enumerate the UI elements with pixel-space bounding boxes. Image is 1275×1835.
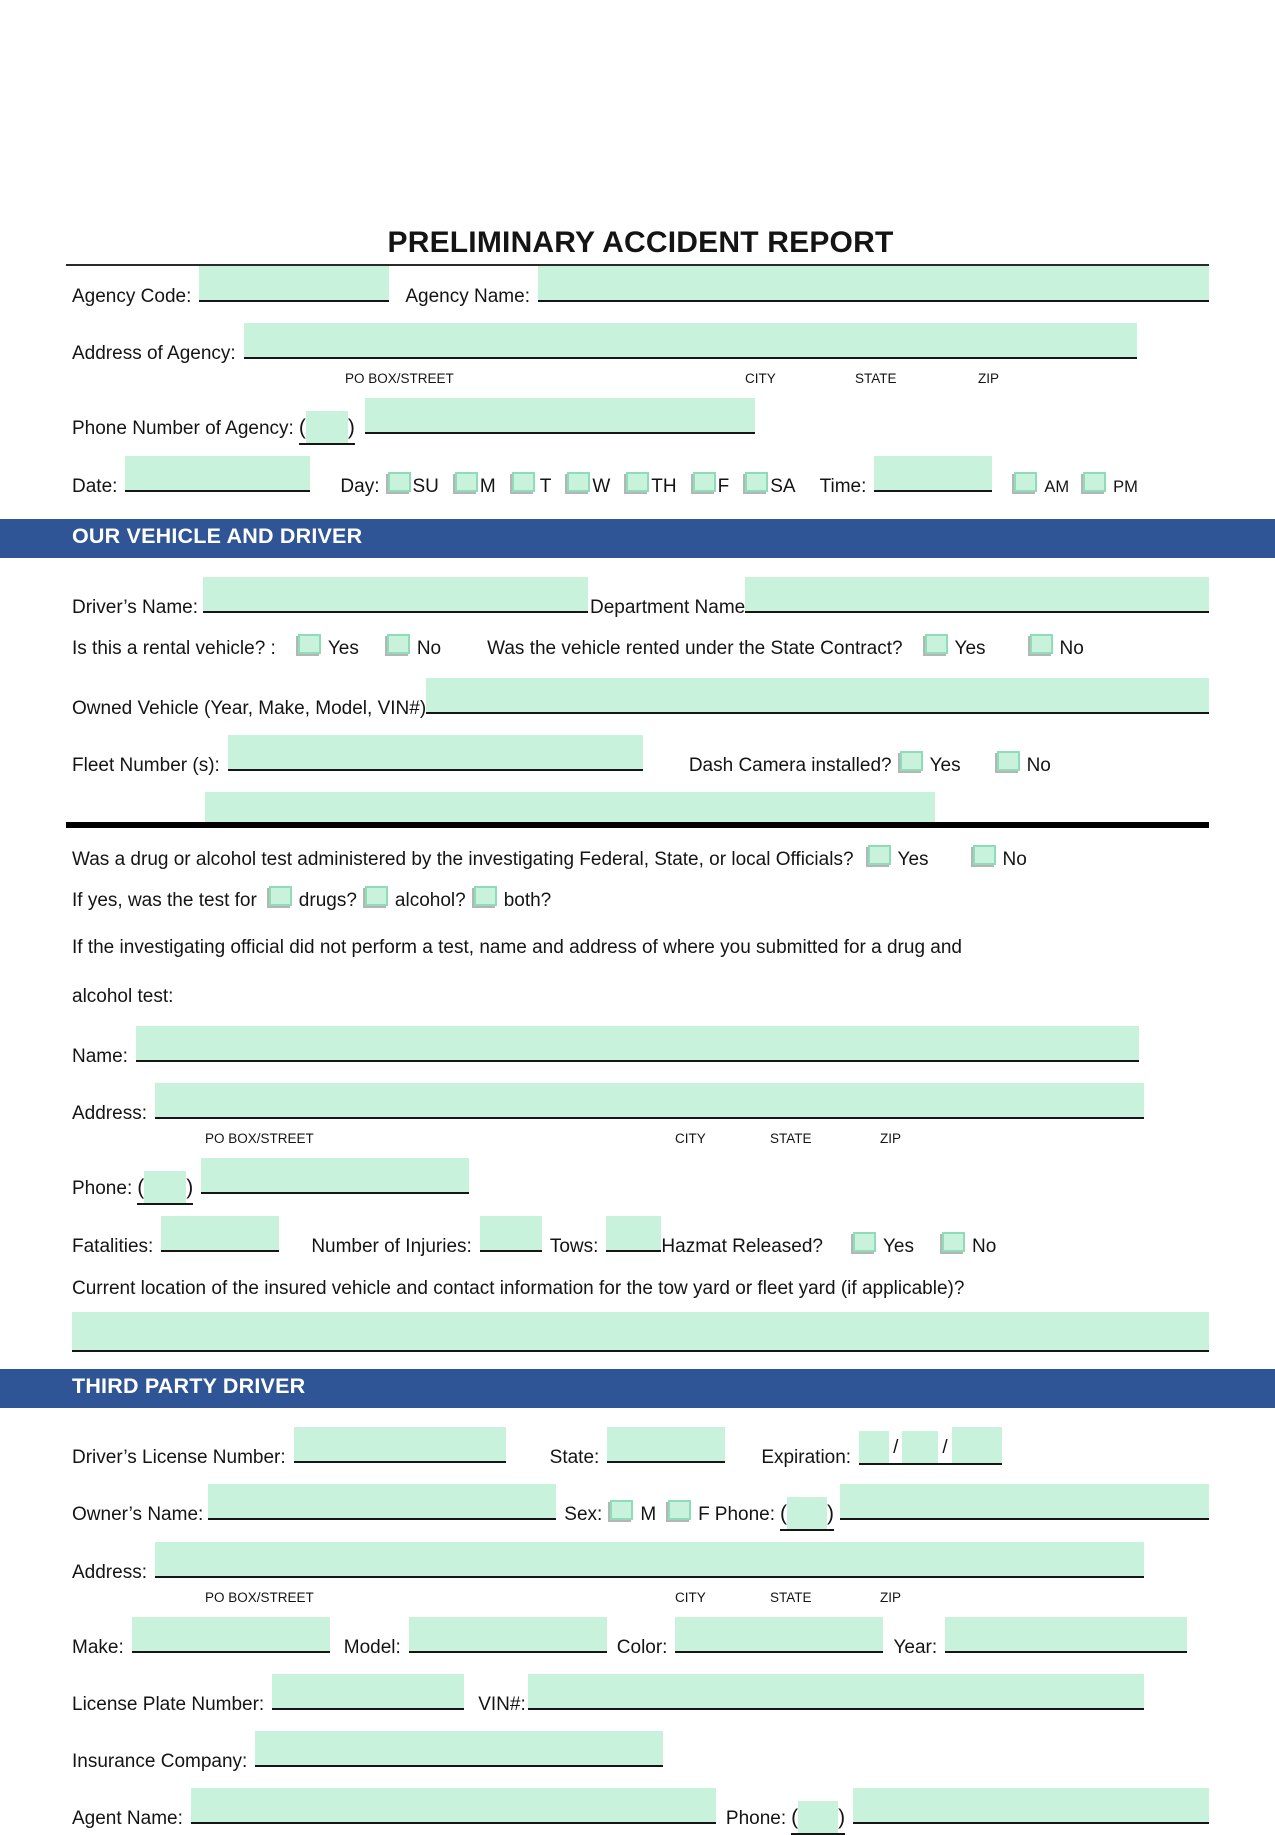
- fleet-number-field[interactable]: [228, 735, 643, 771]
- extra-highlight-field[interactable]: [205, 792, 935, 822]
- test-site-phone-label: Phone:: [72, 1178, 133, 1199]
- day-sa-checkbox[interactable]: [745, 472, 768, 492]
- agency-phone-field[interactable]: [365, 398, 755, 434]
- state-sublabel: STATE: [855, 371, 897, 386]
- expiration-month-field[interactable]: [859, 1431, 889, 1463]
- third-party-address-field[interactable]: [155, 1542, 1144, 1578]
- hazmat-no-label: No: [972, 1236, 997, 1257]
- agency-phone-area-group: [299, 411, 355, 445]
- model-label: Model:: [343, 1637, 401, 1658]
- expiration-day-field[interactable]: [902, 1431, 938, 1463]
- dash-camera-yes-label: Yes: [929, 755, 961, 776]
- rental-yes-checkbox[interactable]: [298, 634, 321, 654]
- owner-phone-area-field[interactable]: [787, 1497, 827, 1529]
- open-paren: (: [780, 1502, 787, 1525]
- expiration-year-field[interactable]: [952, 1427, 1002, 1463]
- owner-name-field[interactable]: [208, 1484, 556, 1520]
- page-title: PRELIMINARY ACCIDENT REPORT: [387, 226, 894, 259]
- vin-label: VIN#:: [478, 1694, 526, 1715]
- day-t-checkbox[interactable]: [512, 472, 535, 492]
- agency-name-field[interactable]: [538, 266, 1209, 302]
- state-contract-yes-checkbox[interactable]: [925, 634, 948, 654]
- agent-name-field[interactable]: [191, 1788, 716, 1824]
- state-contract-no-label: No: [1059, 638, 1084, 659]
- rental-question-label: Is this a rental vehicle? :: [72, 638, 276, 659]
- no-test-text-line2: alcohol test:: [72, 986, 174, 1007]
- model-field[interactable]: [409, 1617, 607, 1653]
- agent-phone-area-field[interactable]: [798, 1801, 838, 1833]
- make-field[interactable]: [132, 1617, 330, 1653]
- plate-number-label: License Plate Number:: [72, 1694, 265, 1715]
- agency-phone-label: Phone Number of Agency:: [72, 418, 294, 439]
- agency-code-label: Agency Code:: [72, 286, 192, 307]
- department-name-field[interactable]: [745, 577, 1209, 613]
- agency-address-label: Address of Agency:: [72, 343, 236, 364]
- day-su-checkbox[interactable]: [388, 472, 411, 492]
- no-test-text-line1: If the investigating official did not perform a test, name and address of where you submitted for a drug and: [72, 937, 962, 958]
- state-contract-yes-label: Yes: [954, 638, 986, 659]
- tows-label: Tows:: [549, 1236, 599, 1257]
- driver-name-label: Driver’s Name:: [72, 597, 198, 618]
- day-m-label: M: [479, 476, 496, 497]
- owned-vehicle-field[interactable]: [426, 678, 1209, 714]
- city-sublabel: CITY: [675, 1590, 706, 1605]
- dash-camera-question-label: Dash Camera installed?: [688, 755, 892, 776]
- drug-test-question-label: Was a drug or alcohol test administered by the investigating Federal, State, or local Officials?: [72, 849, 854, 870]
- date-label: Date:: [72, 476, 118, 497]
- zip-sublabel: ZIP: [880, 1131, 902, 1146]
- state-contract-question-label: Was the vehicle rented under the State Contract?: [487, 638, 903, 659]
- rental-yes-label: Yes: [327, 638, 359, 659]
- day-w-label: W: [592, 476, 611, 497]
- tows-field[interactable]: [606, 1216, 661, 1252]
- injuries-field[interactable]: [480, 1216, 542, 1252]
- license-state-label: State:: [549, 1447, 600, 1468]
- rental-no-label: No: [416, 638, 442, 659]
- zip-sublabel: ZIP: [880, 1590, 902, 1605]
- agency-name-label: Agency Name:: [405, 286, 530, 307]
- dash-camera-no-checkbox[interactable]: [997, 751, 1020, 771]
- test-alcohol-checkbox[interactable]: [365, 886, 388, 906]
- day-th-label: TH: [651, 476, 677, 497]
- agency-phone-area-field[interactable]: [306, 411, 348, 443]
- color-label: Color:: [616, 1637, 668, 1658]
- agency-address-field[interactable]: [244, 323, 1137, 359]
- slash: /: [893, 1437, 899, 1458]
- agency-code-field[interactable]: [199, 266, 389, 302]
- pm-label: PM: [1113, 478, 1138, 496]
- test-drugs-label: drugs?: [298, 890, 357, 911]
- close-paren: ): [827, 1502, 834, 1525]
- owner-name-label: Owner’s Name:: [72, 1504, 204, 1525]
- close-paren: ): [186, 1176, 194, 1199]
- tow-location-question-label: Current location of the insured vehicle and contact information for the tow yard or fleet yard (if applicable)?: [72, 1278, 965, 1299]
- agent-phone-field[interactable]: [853, 1788, 1209, 1824]
- test-site-address-field[interactable]: [155, 1083, 1144, 1119]
- test-site-phone-field[interactable]: [201, 1158, 469, 1194]
- day-sa-label: SA: [770, 476, 796, 497]
- slash: /: [942, 1437, 948, 1458]
- open-paren: (: [791, 1806, 799, 1829]
- sex-male-label: M: [640, 1504, 657, 1525]
- agency-address-sublabels: [72, 371, 1209, 391]
- test-site-address-sublabels: [72, 1131, 1209, 1151]
- test-for-label: If yes, was the test for: [72, 890, 257, 911]
- test-site-name-field[interactable]: [136, 1026, 1139, 1062]
- owner-phone-field[interactable]: [840, 1484, 1209, 1520]
- hazmat-yes-checkbox[interactable]: [853, 1232, 876, 1252]
- driver-name-field[interactable]: [203, 577, 588, 613]
- dash-camera-no-label: No: [1026, 755, 1051, 776]
- hazmat-yes-label: Yes: [883, 1236, 914, 1257]
- day-label: Day:: [340, 476, 380, 497]
- dash-camera-yes-checkbox[interactable]: [900, 751, 923, 771]
- agent-phone-area-group: [791, 1801, 845, 1835]
- open-paren: (: [298, 416, 306, 439]
- time-field[interactable]: [874, 456, 992, 492]
- date-field[interactable]: [125, 456, 310, 492]
- third-party-address-label: Address:: [72, 1562, 147, 1583]
- close-paren: ): [838, 1806, 846, 1829]
- am-checkbox[interactable]: [1014, 472, 1037, 492]
- time-label: Time:: [819, 476, 867, 497]
- license-state-field[interactable]: [607, 1427, 725, 1463]
- pm-checkbox[interactable]: [1083, 472, 1106, 492]
- rental-no-checkbox[interactable]: [387, 634, 410, 654]
- sex-label: Sex:: [564, 1504, 603, 1525]
- department-name-label: Department Name: [590, 597, 746, 618]
- sex-female-checkbox[interactable]: [668, 1500, 691, 1520]
- day-f-checkbox[interactable]: [693, 472, 716, 492]
- section-our-vehicle-header: OUR VEHICLE AND DRIVER: [0, 519, 1275, 558]
- test-both-label: both?: [503, 890, 552, 911]
- fleet-number-label: Fleet Number (s):: [72, 755, 220, 776]
- tow-location-field[interactable]: [72, 1312, 1209, 1352]
- expiration-date-group: [859, 1427, 1002, 1465]
- city-sublabel: CITY: [745, 371, 776, 386]
- insurance-company-field[interactable]: [255, 1731, 663, 1767]
- third-party-address-sublabels: [72, 1590, 1209, 1610]
- street-sublabel: PO BOX/STREET: [205, 1131, 314, 1146]
- state-sublabel: STATE: [770, 1590, 812, 1605]
- day-su-label: SU: [412, 476, 439, 497]
- owner-phone-label: Phone:: [714, 1504, 775, 1525]
- owner-phone-area-group: [780, 1497, 834, 1531]
- state-sublabel: STATE: [770, 1131, 812, 1146]
- sex-male-checkbox[interactable]: [610, 1500, 633, 1520]
- day-w-checkbox[interactable]: [567, 472, 590, 492]
- year-label: Year:: [893, 1637, 938, 1658]
- day-th-checkbox[interactable]: [626, 472, 649, 492]
- section-third-party-header: THIRD PARTY DRIVER: [0, 1369, 1275, 1408]
- vin-field[interactable]: [528, 1674, 1144, 1710]
- test-both-checkbox[interactable]: [474, 886, 497, 906]
- test-drugs-checkbox[interactable]: [269, 886, 292, 906]
- test-site-phone-area-field[interactable]: [144, 1171, 186, 1203]
- day-t-label: T: [539, 476, 552, 497]
- state-contract-no-checkbox[interactable]: [1030, 634, 1053, 654]
- zip-sublabel: ZIP: [978, 371, 1000, 386]
- open-paren: (: [137, 1176, 145, 1199]
- make-label: Make:: [72, 1637, 124, 1658]
- hazmat-no-checkbox[interactable]: [942, 1232, 965, 1252]
- street-sublabel: PO BOX/STREET: [205, 1590, 314, 1605]
- sex-female-label: F: [698, 1504, 710, 1525]
- drug-test-no-label: No: [1002, 849, 1027, 870]
- test-alcohol-label: alcohol?: [394, 890, 466, 911]
- agent-phone-label: Phone:: [725, 1808, 787, 1829]
- expiration-label: Expiration:: [761, 1447, 852, 1468]
- owned-vehicle-label: Owned Vehicle (Year, Make, Model, VIN#): [72, 698, 427, 719]
- color-field[interactable]: [675, 1617, 883, 1653]
- license-number-label: Driver’s License Number:: [72, 1447, 286, 1468]
- drug-test-no-checkbox[interactable]: [973, 845, 996, 865]
- license-number-field[interactable]: [294, 1427, 506, 1463]
- fatalities-label: Fatalities:: [72, 1236, 154, 1257]
- test-site-address-label: Address:: [72, 1103, 147, 1124]
- day-m-checkbox[interactable]: [455, 472, 478, 492]
- close-paren: ): [347, 416, 355, 439]
- hazmat-question-label: Hazmat Released?: [661, 1236, 823, 1257]
- insurance-company-label: Insurance Company:: [72, 1751, 248, 1772]
- test-site-phone-area-group: [137, 1171, 193, 1205]
- street-sublabel: PO BOX/STREET: [345, 371, 454, 386]
- injuries-label: Number of Injuries:: [311, 1236, 472, 1257]
- drug-test-yes-label: Yes: [897, 849, 929, 870]
- section-divider-line: [66, 822, 1209, 828]
- test-site-name-label: Name:: [72, 1046, 128, 1067]
- fatalities-field[interactable]: [161, 1216, 279, 1252]
- drug-test-yes-checkbox[interactable]: [868, 845, 891, 865]
- agent-name-label: Agent Name:: [72, 1808, 183, 1829]
- city-sublabel: CITY: [675, 1131, 706, 1146]
- plate-number-field[interactable]: [272, 1674, 464, 1710]
- am-label: AM: [1044, 478, 1070, 496]
- year-field[interactable]: [945, 1617, 1187, 1653]
- day-f-label: F: [717, 476, 730, 497]
